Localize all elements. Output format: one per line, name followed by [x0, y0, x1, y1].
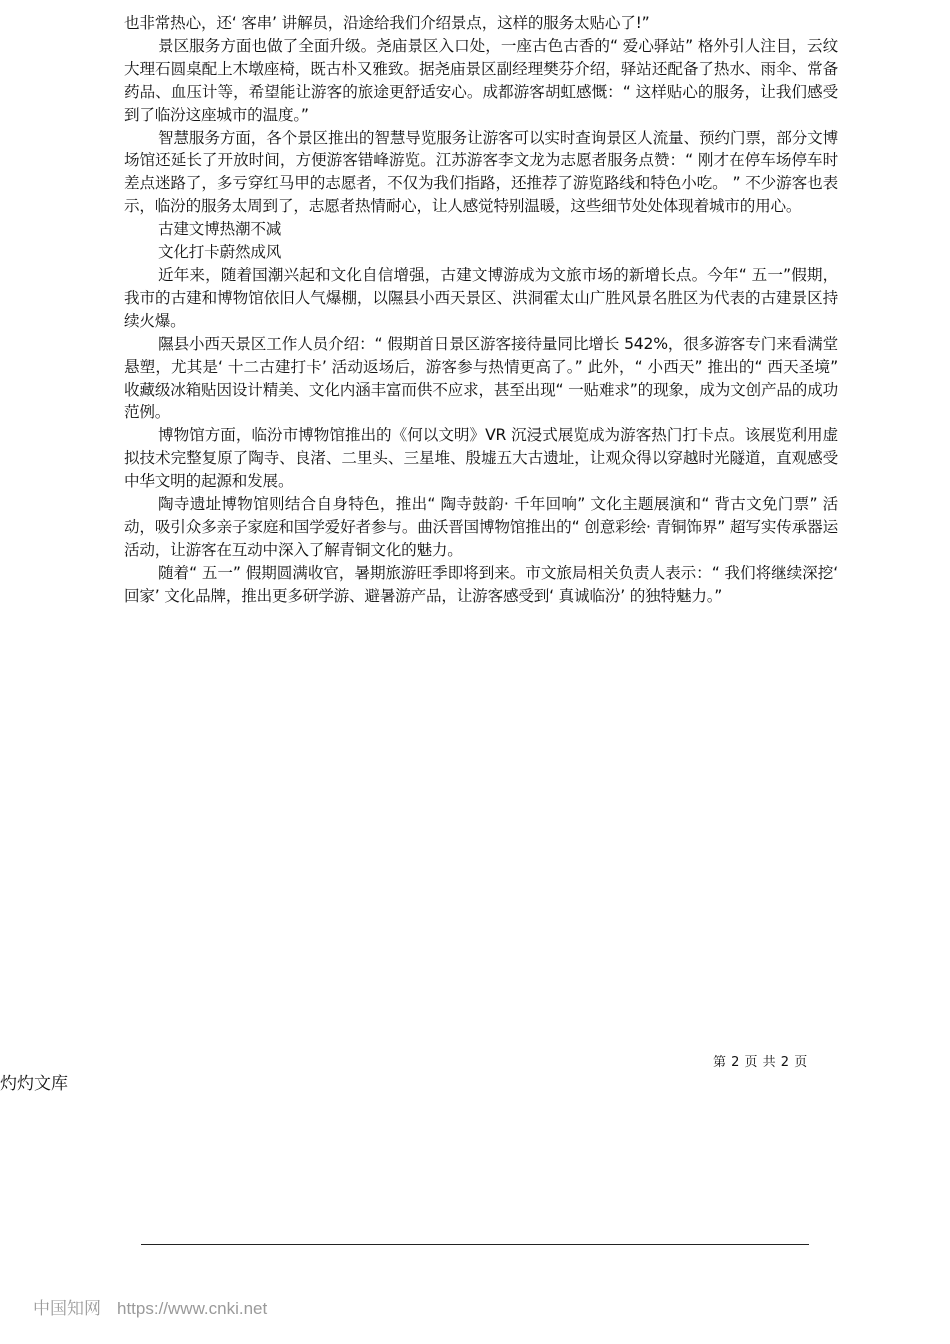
paragraph: 隰县小西天景区工作人员介绍：“ 假期首日景区游客接待量同比增长 542%，很多游客专门来看满堂悬塑，尤其是‘ 十二古建打卡’ 活动返场后，游客参与热情更高了。” 此外，“ 小西天” 推出的“ 西天圣境” 收藏级冰箱贴因设计精美、文化内涵丰富而供不应求，甚至出现“ 一贴难求”的现象，成为文创产品的成功范例。 [124, 334, 838, 422]
paragraph: 景区服务方面也做了全面升级。尧庙景区入口处，一座古色古香的“ 爱心驿站” 格外引人注目，云纹大理石圆桌配上木墩座椅，既古朴又雅致。据尧庙景区副经理樊芬介绍，驿站还配备了热水、雨伞、常备药品、血压计等，希望能让游客的旅途更舒适安心。成都游客胡虹感慨：“ 这样贴心的服务，让我们感受到了临汾这座城市的温度。” [124, 36, 838, 124]
paragraph: 陶寺遗址博物馆则结合自身特色，推出“ 陶寺鼓韵· 千年回响” 文化主题展演和“ 背古文免门票” 活动，吸引众多亲子家庭和国学爱好者参与。曲沃晋国博物馆推出的“ 创意彩绘· 青铜饰界” 超写实传承器运活动，让游客在互动中深入了解青铜文化的魅力。 [124, 495, 838, 559]
paragraph: 近年来，随着国潮兴起和文化自信增强，古建文博游成为文旅市场的新增长点。今年“ 五一”假期，我市的古建和博物馆依旧人气爆棚，以隰县小西天景区、洪洞霍太山广胜风景名胜区为代表的古建景区持续火爆。 [124, 265, 838, 330]
page-number: 第 2 页 共 2 页 [713, 1055, 808, 1070]
document-body [124, 12, 838, 608]
paragraph: 也非常热心，还‘ 客串’ 讲解员，沿途给我们介绍景点，这样的服务太贴心了!” [124, 14, 650, 32]
source-name: 中国知网 [33, 1299, 101, 1319]
paragraph: 随着“ 五一” 假期圆满收官，暑期旅游旺季即将到来。市文旅局相关负责人表示：“ 我们将继续深挖‘ 回家’ 文化品牌，推出更多研学游、避暑游产品，让游客感受到‘ 真诚临汾’ 的独特魅力。” [124, 563, 838, 605]
paragraph: 智慧服务方面，各个景区推出的智慧导览服务让游客可以实时查询景区人流量、预约门票，部分文博场馆还延长了开放时间，方便游客错峰游览。江苏游客李文龙为志愿者服务点赞：“ 刚才在停车场停车时差点迷路了，多亏穿红马甲的志愿者，不仅为我们指路，还推荐了游览路线和特色小吃。 ” 不少游客也表示，临汾的服务太周到了，志愿者热情耐心，让人感觉特别温暖，这些细节处处体现着城市的用心。 [124, 128, 838, 216]
watermark-label: 灼灼文库 [0, 1074, 68, 1094]
footer-divider [141, 1244, 809, 1245]
source-url-link[interactable]: https://www.cnki.net [117, 1299, 268, 1318]
paragraph: 博物馆方面，临汾市博物馆推出的《何以文明》VR 沉浸式展览成为游客热门打卡点。该展览利用虚拟技术完整复原了陶寺、良渚、二里头、三星堆、殷墟五大古遗址，让观众得以穿越时光隧道，直观感受中华文明的起源和发展。 [124, 426, 838, 491]
section-subheading: 文化打卡蔚然成风 [158, 243, 282, 262]
footer-source [33, 1294, 267, 1319]
section-subheading: 古建文博热潮不减 [158, 220, 282, 239]
